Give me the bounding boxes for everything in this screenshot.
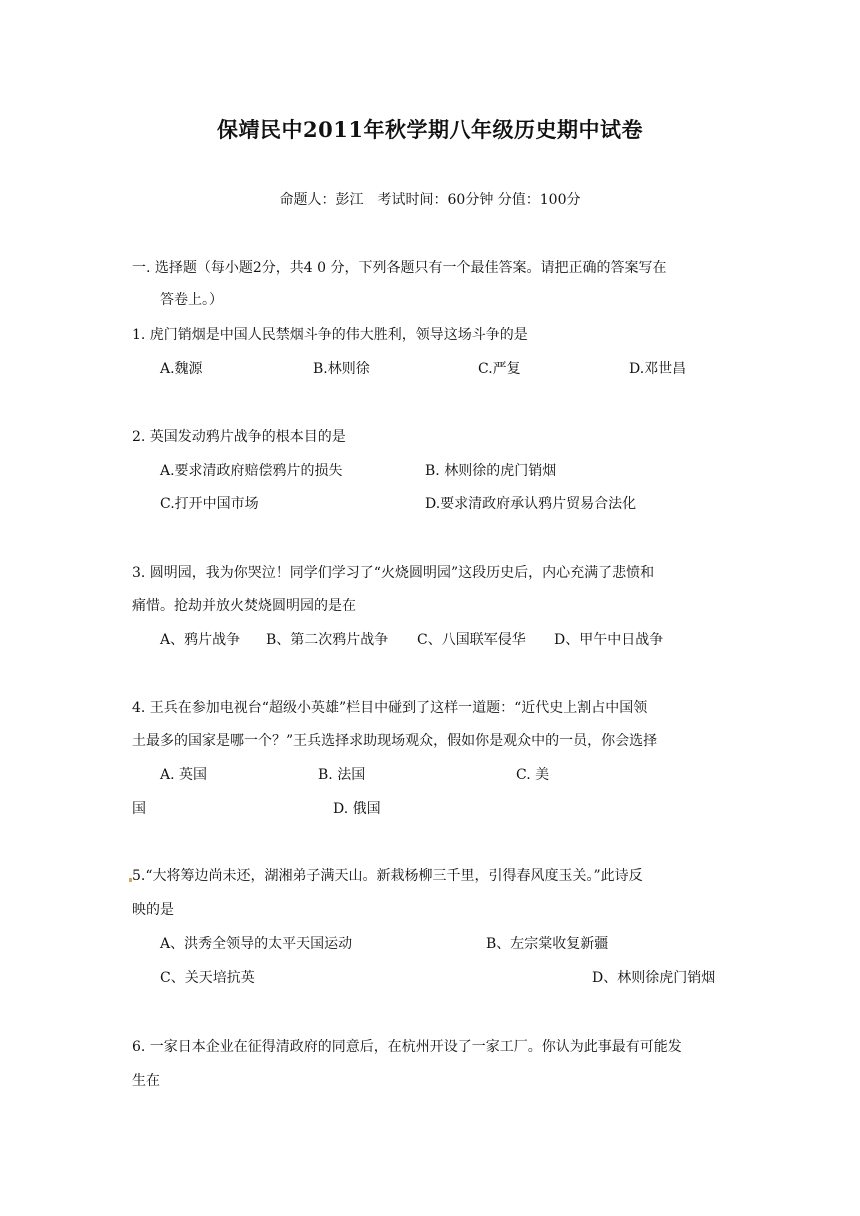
exam-title: 保靖民中2011年秋学期八年级历史期中试卷 <box>217 117 643 142</box>
question-2-option-b: B. 林则徐的虎门销烟 <box>425 463 557 479</box>
question-1-option-d: D.邓世昌 <box>629 361 687 377</box>
section-heading-line-1 <box>132 258 667 278</box>
question-1-option-c: C.严复 <box>478 361 521 377</box>
question-1-option-a: A.魏源 <box>160 361 203 377</box>
question-2-option-a: A.要求清政府赔偿鸦片的损失 <box>160 463 343 479</box>
question-3-stem-line-1: 3. 圆明园，我为你哭泣！同学们学习了“火烧圆明园”这段历史后，内心充满了悲愤和 <box>132 565 655 581</box>
question-3-option-d: D、甲午中日战争 <box>554 632 664 648</box>
question-5-stem-line-2: 映的是 <box>132 902 174 918</box>
question-2-stem: 2. 英国发动鸦片战争的根本目的是 <box>132 429 346 445</box>
question-4-option-a: A. 英国 <box>160 767 208 783</box>
question-3-option-c: C、八国联军侵华 <box>417 632 526 648</box>
question-2-option-d: D.要求清政府承认鸦片贸易合法化 <box>425 496 637 512</box>
question-3-stem-line-2: 痛惜。抢劫并放火焚烧圆明园的是在 <box>132 598 356 614</box>
question-1-option-b: B.林则徐 <box>313 361 370 377</box>
question-3-option-b: B、第二次鸦片战争 <box>266 632 389 648</box>
section-heading-line-2: 答卷上。） <box>160 292 223 308</box>
question-6-stem-line-2: 生在 <box>132 1073 160 1089</box>
question-5-option-d: D、林则徐虎门销烟 <box>592 970 716 986</box>
question-4-option-c: C. 美 <box>516 767 550 783</box>
exam-meta: 命题人：彭江 考试时间：60分钟 分值：100分 <box>279 192 581 208</box>
question-5-option-b: B、左宗棠收复新疆 <box>486 936 609 952</box>
question-5-option-a: A、洪秀全领导的太平天国运动 <box>160 936 353 952</box>
question-5-option-c: C、关天培抗英 <box>160 970 255 986</box>
question-5-stem-line-1 <box>128 866 643 886</box>
question-4-option-b: B. 法国 <box>318 767 366 783</box>
question-5-stem-text: 5.“大将筹边尚未还，湖湘弟子满天山。新栽杨柳三千里，引得春风度玉关。”此诗反 <box>132 868 643 884</box>
question-3-option-a: A、鸦片战争 <box>160 632 241 648</box>
question-4-option-d: D. 俄国 <box>333 801 381 817</box>
question-2-option-c: C.打开中国市场 <box>160 496 259 512</box>
section-heading-text: 一. 选择题（每小题2分，共4 0 分，下列各题只有一个最佳答案。请把正确的答案写在 <box>132 260 667 276</box>
question-4-option-c-wrap: 国 <box>132 801 146 817</box>
question-6-stem-line-1: 6. 一家日本企业在征得清政府的同意后，在杭州开设了一家工厂。你认为此事最有可能发 <box>132 1039 682 1055</box>
question-1-stem: 1. 虎门销烟是中国人民禁烟斗争的伟大胜利，领导这场斗争的是 <box>132 327 528 343</box>
question-4-stem-line-1: 4. 王兵在参加电视台“超级小英雄”栏目中碰到了这样一道题：“近代史上割占中国领 <box>132 700 648 716</box>
question-4-stem-line-2: 土最多的国家是哪一个？”王兵选择求助现场观众，假如你是观众中的一员，你会选择 <box>132 733 658 749</box>
